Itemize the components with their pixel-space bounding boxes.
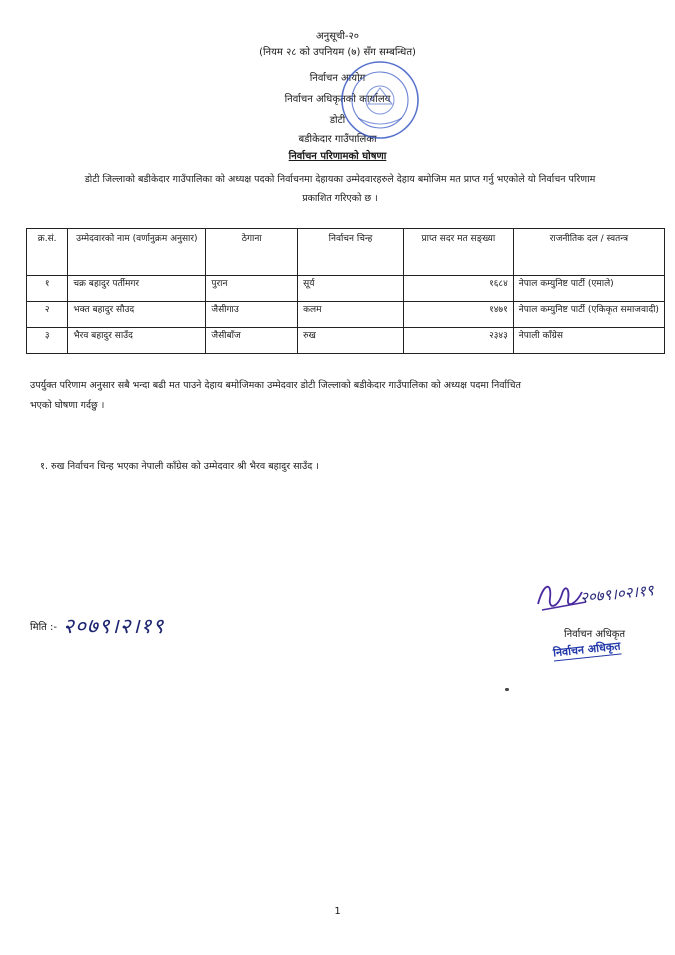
cell-address: जैसीबाँज xyxy=(206,328,298,354)
cell-party: नेपाल कम्युनिष्ट पार्टी (एमाले) xyxy=(513,276,664,302)
cell-candidate-name: भैरव बहादुर साउँद xyxy=(68,328,206,354)
intro-paragraph: डोटी जिल्लाको बडीकेदार गाउँपालिका को अध्यक्ष पदको निर्वाचनमा देहायका उम्मेदवारहरुले देहाय बमोजिम मत प्राप्त गर्नु भएकोले यो निर्वाचन परिणाम प्रकाशित गरिएको छ । xyxy=(84,174,596,204)
winner-declaration: १. रुख निर्वाचन चिन्ह भएका नेपाली काँग्रेस को उम्मेदवार श्री भैरव बहादुर साउँद । xyxy=(40,461,319,472)
commission-name: निर्वाचन आयोग xyxy=(309,73,366,84)
results-table xyxy=(26,228,665,354)
rule-reference: (नियम २८ को उपनियम (७) सँग सम्बन्धित) xyxy=(259,47,416,58)
cell-symbol: कलम xyxy=(298,302,404,328)
cell-candidate-name: चक्र बहादुर पर्तीमगर xyxy=(68,276,206,302)
conclusion-paragraph: उपर्युक्त परिणाम अनुसार सबै भन्दा बढी मत पाउने देहाय बमोजिमका उम्मेदवार डोटी जिल्लाको बडीकेदार गाउँपालिका को अध्यक्ष पदमा निर्वाचित भएको घोषणा गर्दछु । xyxy=(30,380,521,411)
header-serial: क्र.सं. xyxy=(27,229,68,276)
district-name: डोटी xyxy=(329,115,346,126)
municipality-name: बडीकेदार गाउँपालिका xyxy=(298,134,377,145)
cell-address: जैसीगाउ xyxy=(206,302,298,328)
officer-label: निर्वाचन अधिकृत xyxy=(564,629,626,640)
scan-speck xyxy=(505,688,509,691)
table-row xyxy=(27,302,665,328)
officer-stamp: निर्वाचन अधिकृत xyxy=(552,639,622,660)
cell-serial: १ xyxy=(27,276,68,302)
cell-votes: १६८४ xyxy=(403,276,513,302)
cell-symbol: सूर्य xyxy=(298,276,404,302)
cell-votes: १४७१ xyxy=(403,302,513,328)
date-label: मिति :- xyxy=(30,622,58,633)
signature-handwritten-date: २०७९।०२।१९ xyxy=(579,581,655,607)
header-address: ठेगाना xyxy=(206,229,298,276)
cell-symbol: रुख xyxy=(298,328,404,354)
office-seal-stamp xyxy=(338,58,422,142)
header-party: राजनीतिक दल / स्वतन्त्र xyxy=(513,229,664,276)
cell-party: नेपाली काँग्रेस xyxy=(513,328,664,354)
cell-address: पुरान xyxy=(206,276,298,302)
cell-party: नेपाल कम्युनिष्ट पार्टी (एकिकृत समाजवादी) xyxy=(513,302,664,328)
table-header-row xyxy=(27,229,665,276)
office-name: निर्वाचन अधिकृतको कार्यालय xyxy=(284,94,391,105)
page-number: 1 xyxy=(334,906,341,917)
annex-number: अनुसूची-२० xyxy=(316,31,359,42)
cell-serial: ३ xyxy=(27,328,68,354)
table-row xyxy=(27,328,665,354)
date-line xyxy=(30,612,164,640)
header-candidate-name: उम्मेदवारको नाम (वर्णानुक्रम अनुसार) xyxy=(68,229,206,276)
cell-serial: २ xyxy=(27,302,68,328)
header-valid-votes: प्राप्त सदर मत सङ्ख्या xyxy=(403,229,513,276)
header-election-symbol: निर्वाचन चिन्ह xyxy=(298,229,404,276)
table-row xyxy=(27,276,665,302)
cell-candidate-name: भक्त बहादुर सौउद xyxy=(68,302,206,328)
date-value: २०७९।२।१९ xyxy=(63,614,165,638)
cell-votes: २३४३ xyxy=(403,328,513,354)
document-title: निर्वाचन परिणामको घोषणा xyxy=(288,151,387,162)
